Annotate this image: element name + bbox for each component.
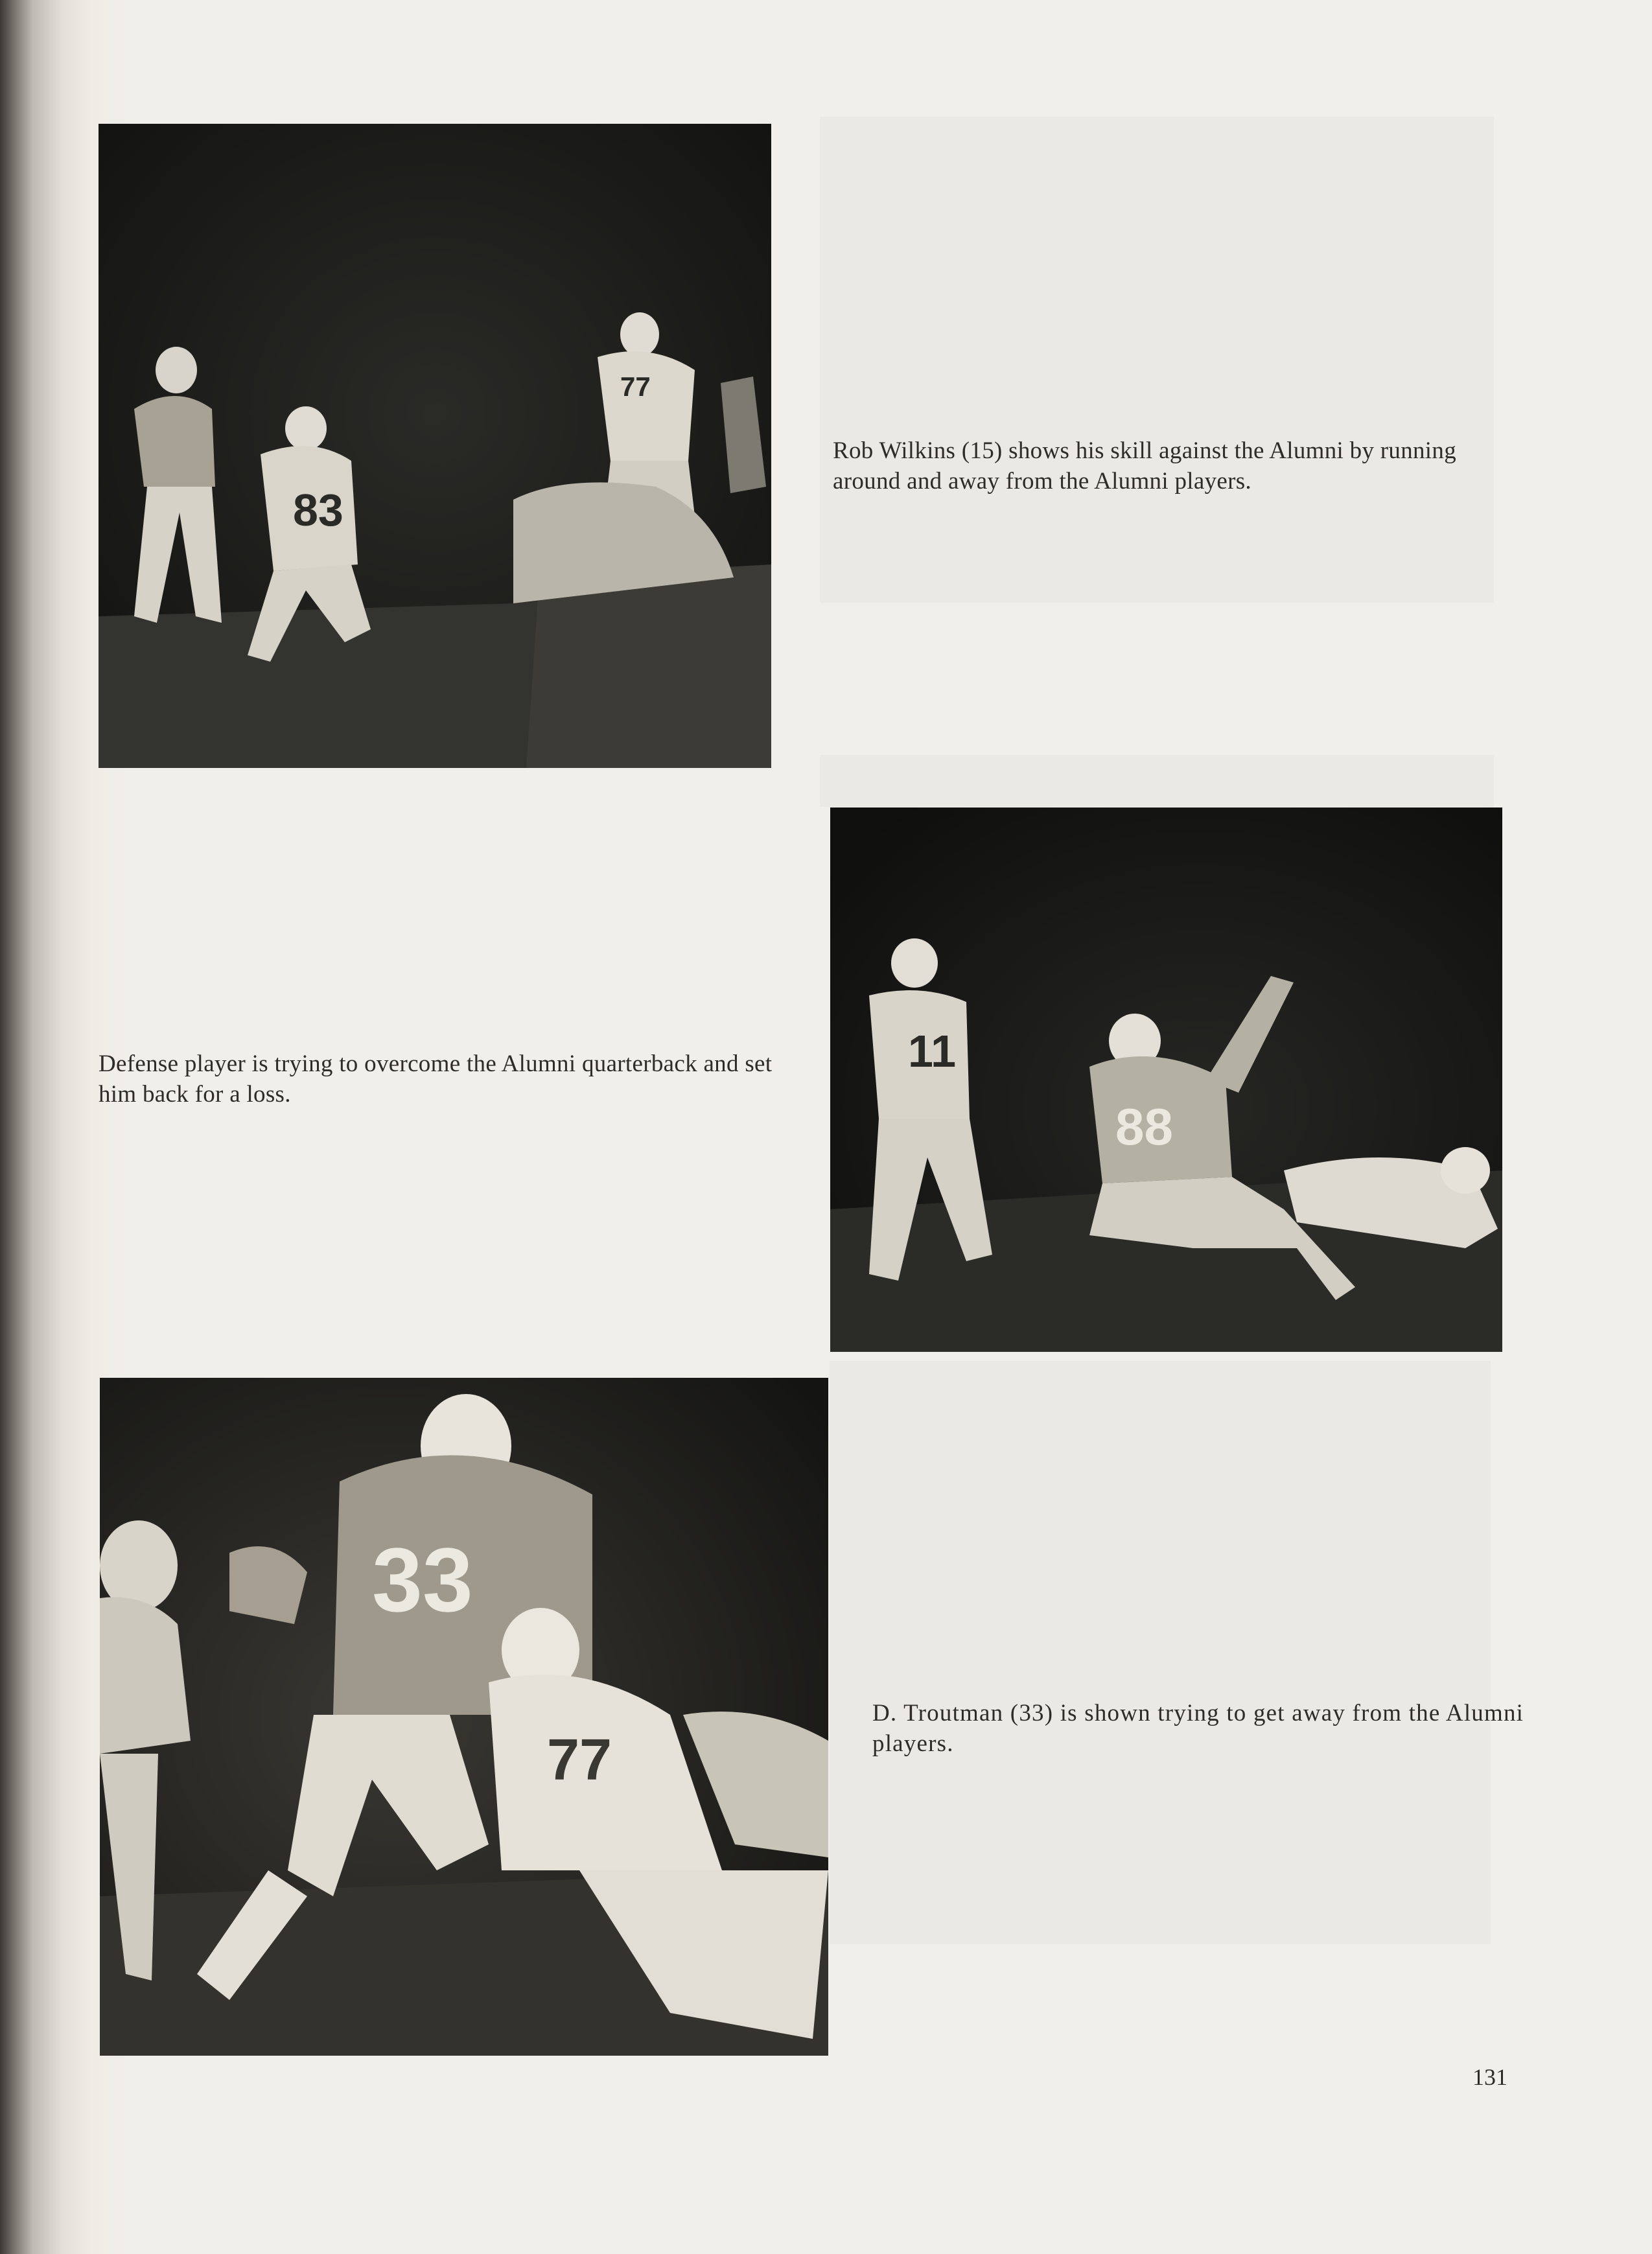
jersey-number: 83: [293, 485, 343, 535]
jersey-number: 88: [1115, 1098, 1173, 1156]
bleed-through-block: [830, 1361, 1491, 1944]
photo-troutman-run: [100, 1378, 828, 2056]
caption-photo-2: Defense player is trying to overcome the Alumni quarterback and set him back for a loss.: [99, 1051, 773, 1108]
jersey-number: 77: [620, 371, 651, 402]
jersey-number: 77: [547, 1728, 612, 1793]
jersey-number: 33: [372, 1529, 473, 1631]
caption-photo-3: D. Troutman (33) is shown trying to get away from the Alumni players.: [872, 1700, 1524, 1757]
page-number: 131: [1472, 2064, 1507, 2090]
bleed-through-block: [820, 117, 1494, 603]
jersey-number: 11: [908, 1026, 956, 1076]
photo-defense-rush: [830, 807, 1502, 1352]
caption-photo-1: Rob Wilkins (15) shows his skill against the Alumni by running around and away from the Alumni players.: [833, 437, 1456, 494]
photo-wilkins-run: [99, 124, 771, 768]
bleed-through-block: [820, 755, 1494, 807]
